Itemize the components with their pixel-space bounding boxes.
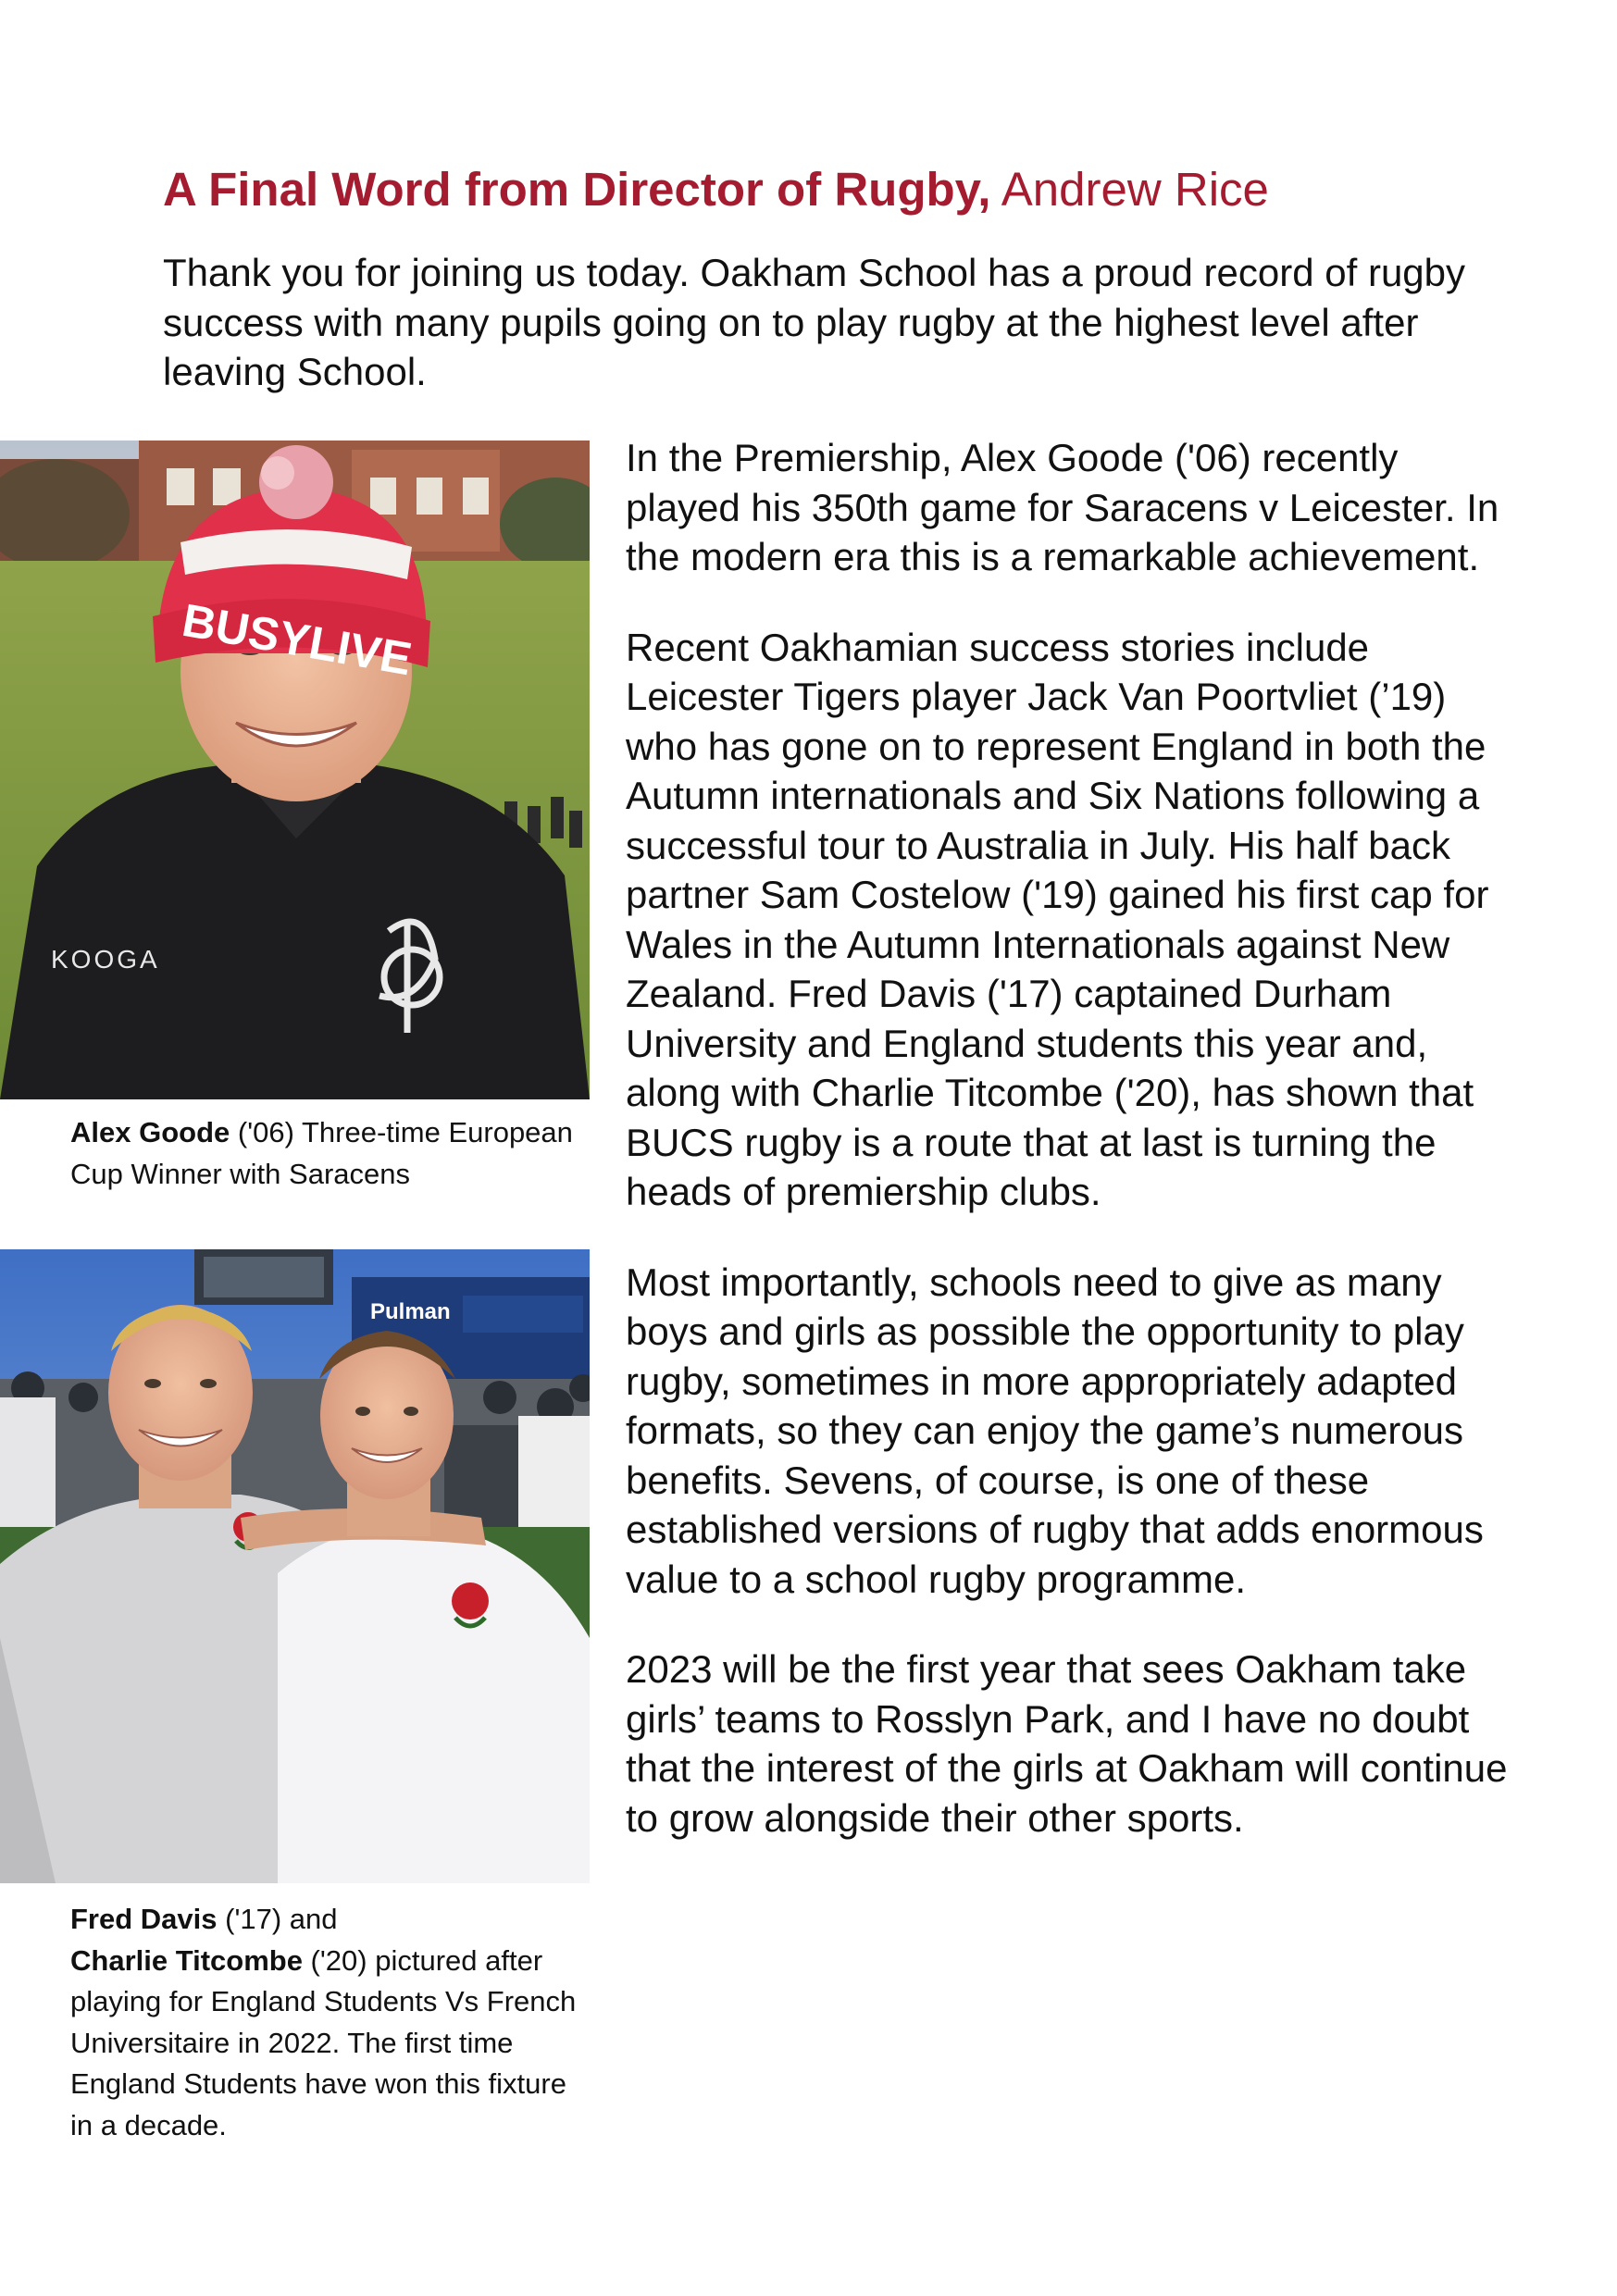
bus-sign-text: Pulman (370, 1299, 451, 1324)
caption2-name1: Fred Davis (70, 1903, 218, 1935)
page-title (163, 161, 1533, 218)
caption1-text: ('06) Three-time European Cup Winner with Saracens (70, 1116, 573, 1190)
photo-alex-goode (0, 441, 590, 1099)
paragraph-2023: 2023 will be the first year that sees Oakham take girls’ teams to Rosslyn Park, and I have no doubt that the interest of the girls at Oakham will continue to grow alongside their other sports. (626, 1647, 1508, 1840)
photo-davis-titcombe (0, 1249, 590, 1883)
article-body (626, 433, 1514, 1883)
caption1-name: Alex Goode (70, 1116, 230, 1148)
title-bold: A Final Word from Director of Rugby, (163, 163, 991, 216)
jacket-brand-text: KOOGA (51, 945, 160, 974)
caption2-name2: Charlie Titcombe (70, 1943, 303, 1977)
hat-text: BUSYLIVE (178, 593, 416, 686)
paragraph-premiership: In the Premiership, Alex Goode ('06) recently played his 350th game for Saracens v Leicester. In the modern era this is a remarkable achievement. (626, 436, 1499, 578)
caption2-text1: ('17) and (217, 1903, 338, 1935)
intro-paragraph: Thank you for joining us today. Oakham School has a proud record of rugby success with many pupils going on to play rugby at the highest level after leaving School. (163, 251, 1466, 393)
paragraph-success-stories: Recent Oakhamian success stories include Leicester Tigers player Jack Van Poortvliet (’19) who has gone on to represent England in both the Autumn internationals and Six Nations following a successful tour to Australia in July. His half back partner Sam Costelow ('19) gained his first cap for Wales in the Autumn Internationals against New Zealand. Fred Davis ('17) captained Durham University and England students this year and, along with Charlie Titcombe ('20), has shown that BUCS rugby is a route that at last is turning the heads of premiership clubs. (626, 625, 1489, 1213)
title-name: Andrew Rice (1001, 163, 1269, 216)
paragraph-importance: Most importantly, schools need to give as many boys and girls as possible the opportunity to play rugby, sometimes in more appropriately adapted formats, so they can enjoy the game’s numerous benefits. Sevens, of course, is one of these established versions of rugby that adds enormous value to a school rugby programme. (626, 1260, 1484, 1601)
caption-alex-goode (70, 1112, 589, 1195)
caption2-text2: ('20) pictured after playing for England Students Vs French Universitaire in 2022. The first time England Students have won this fixture in a decade. (70, 1943, 577, 2141)
caption-davis-titcombe (70, 1899, 589, 2146)
